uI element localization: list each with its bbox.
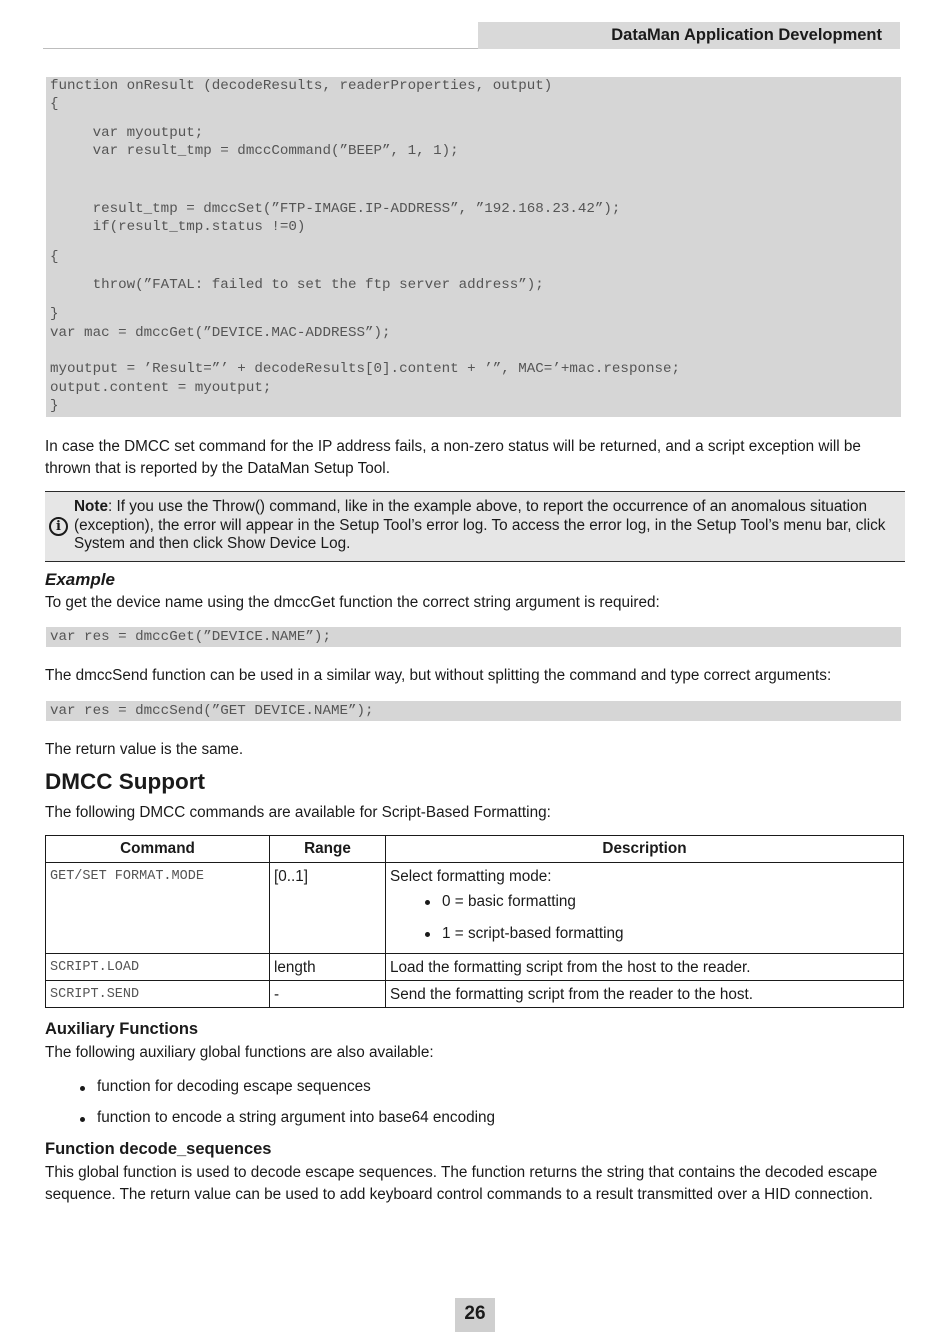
- code-block-dmccsend: [46, 701, 901, 721]
- mode-list: [390, 892, 899, 943]
- auxiliary-list: [45, 1076, 495, 1138]
- note-box: [45, 491, 905, 562]
- dmcc-commands-table: [45, 835, 904, 1008]
- range-cell: -: [270, 981, 386, 1008]
- list-item: 0 = basic formatting: [442, 892, 899, 911]
- description-text: Select formatting mode:: [390, 868, 552, 885]
- decode-sequences-body: This global function is used to decode escape sequences. The function returns the string that contains the decoded escape sequence. The return value can be used to add keyboard control commands to a result transmitted over a HID connection.: [45, 1164, 878, 1203]
- example-intro: To get the device name using the dmccGet function the correct string argument is required:: [45, 594, 660, 611]
- dmcc-intro: The following DMCC commands are available for Script-Based Formatting:: [45, 804, 551, 821]
- note-body: : If you use the Throw() command, like in the example above, to report the occurrence of an anomalous situation (exception), the error will appear in the Setup Tool’s error log. To access the error log, in the Setup Tool’s menu bar, click System and then click Show Device Log.: [74, 498, 886, 552]
- command-cell: SCRIPT.SEND: [46, 981, 270, 1008]
- description-cell: Send the formatting script from the reader to the host.: [386, 981, 904, 1008]
- auxiliary-intro: The following auxiliary global functions are also available:: [45, 1044, 434, 1061]
- list-item: function for decoding escape sequences: [97, 1076, 495, 1098]
- dmccsend-intro: The dmccSend function can be used in a similar way, but without splitting the command and type correct arguments:: [45, 667, 832, 684]
- code-line: var result_tmp = dmccCommand(”BEEP”, 1, 1);: [50, 143, 459, 159]
- code-line: {: [50, 96, 59, 112]
- note-text: [74, 498, 899, 554]
- code-line: var res = dmccGet(”DEVICE.NAME”);: [50, 629, 331, 645]
- column-header: Range: [270, 836, 386, 863]
- code-block-dmccget: [46, 627, 901, 647]
- table-row: [46, 981, 904, 1008]
- code-line: throw(”FATAL: failed to set the ftp server address”);: [50, 277, 544, 293]
- table-row: [46, 863, 904, 954]
- section-heading-dmcc-support: DMCC Support: [45, 769, 205, 794]
- command-cell: SCRIPT.LOAD: [46, 954, 270, 981]
- code-line: var mac = dmccGet(”DEVICE.MAC-ADDRESS”);: [50, 325, 391, 341]
- section-heading-auxiliary: Auxiliary Functions: [45, 1020, 199, 1038]
- code-line: {: [50, 249, 59, 265]
- code-line: myoutput = ’Result=”’ + decodeResults[0].content + ’”, MAC=’+mac.response;: [50, 361, 681, 377]
- code-block-onresult: [46, 77, 901, 417]
- section-heading-decode-sequences: Function decode_sequences: [45, 1140, 272, 1158]
- table-header-row: [46, 836, 904, 863]
- example-heading: Example: [45, 570, 115, 589]
- range-cell: [0..1]: [270, 863, 386, 954]
- code-line: function onResult (decodeResults, readerProperties, output): [50, 78, 553, 94]
- code-line: if(result_tmp.status !=0): [50, 219, 306, 235]
- column-header: Command: [46, 836, 270, 863]
- list-item: 1 = script-based formatting: [442, 924, 899, 943]
- code-line: }: [50, 398, 59, 414]
- code-line: output.content = myoutput;: [50, 380, 272, 396]
- code-line: result_tmp = dmccSet(”FTP-IMAGE.IP-ADDRESS”, ”192.168.23.42”);: [50, 201, 621, 217]
- running-header: DataMan Application Development: [478, 22, 900, 49]
- info-icon: i: [49, 517, 68, 536]
- paragraph-status: In case the DMCC set command for the IP address fails, a non-zero status will be returned, and a script exception will be thrown that is reported by the DataMan Setup Tool.: [45, 438, 861, 477]
- code-line: }: [50, 306, 59, 322]
- code-line: var res = dmccSend(”GET DEVICE.NAME”);: [50, 703, 374, 719]
- code-line: var myoutput;: [50, 125, 204, 141]
- description-cell: [386, 863, 904, 954]
- page-number: 26: [455, 1298, 495, 1332]
- note-label: Note: [74, 498, 108, 515]
- range-cell: length: [270, 954, 386, 981]
- description-cell: Load the formatting script from the host to the reader.: [386, 954, 904, 981]
- return-note: The return value is the same.: [45, 741, 244, 758]
- table-row: [46, 954, 904, 981]
- list-item: function to encode a string argument into base64 encoding: [97, 1107, 495, 1129]
- command-cell: GET/SET FORMAT.MODE: [46, 863, 270, 954]
- column-header: Description: [386, 836, 904, 863]
